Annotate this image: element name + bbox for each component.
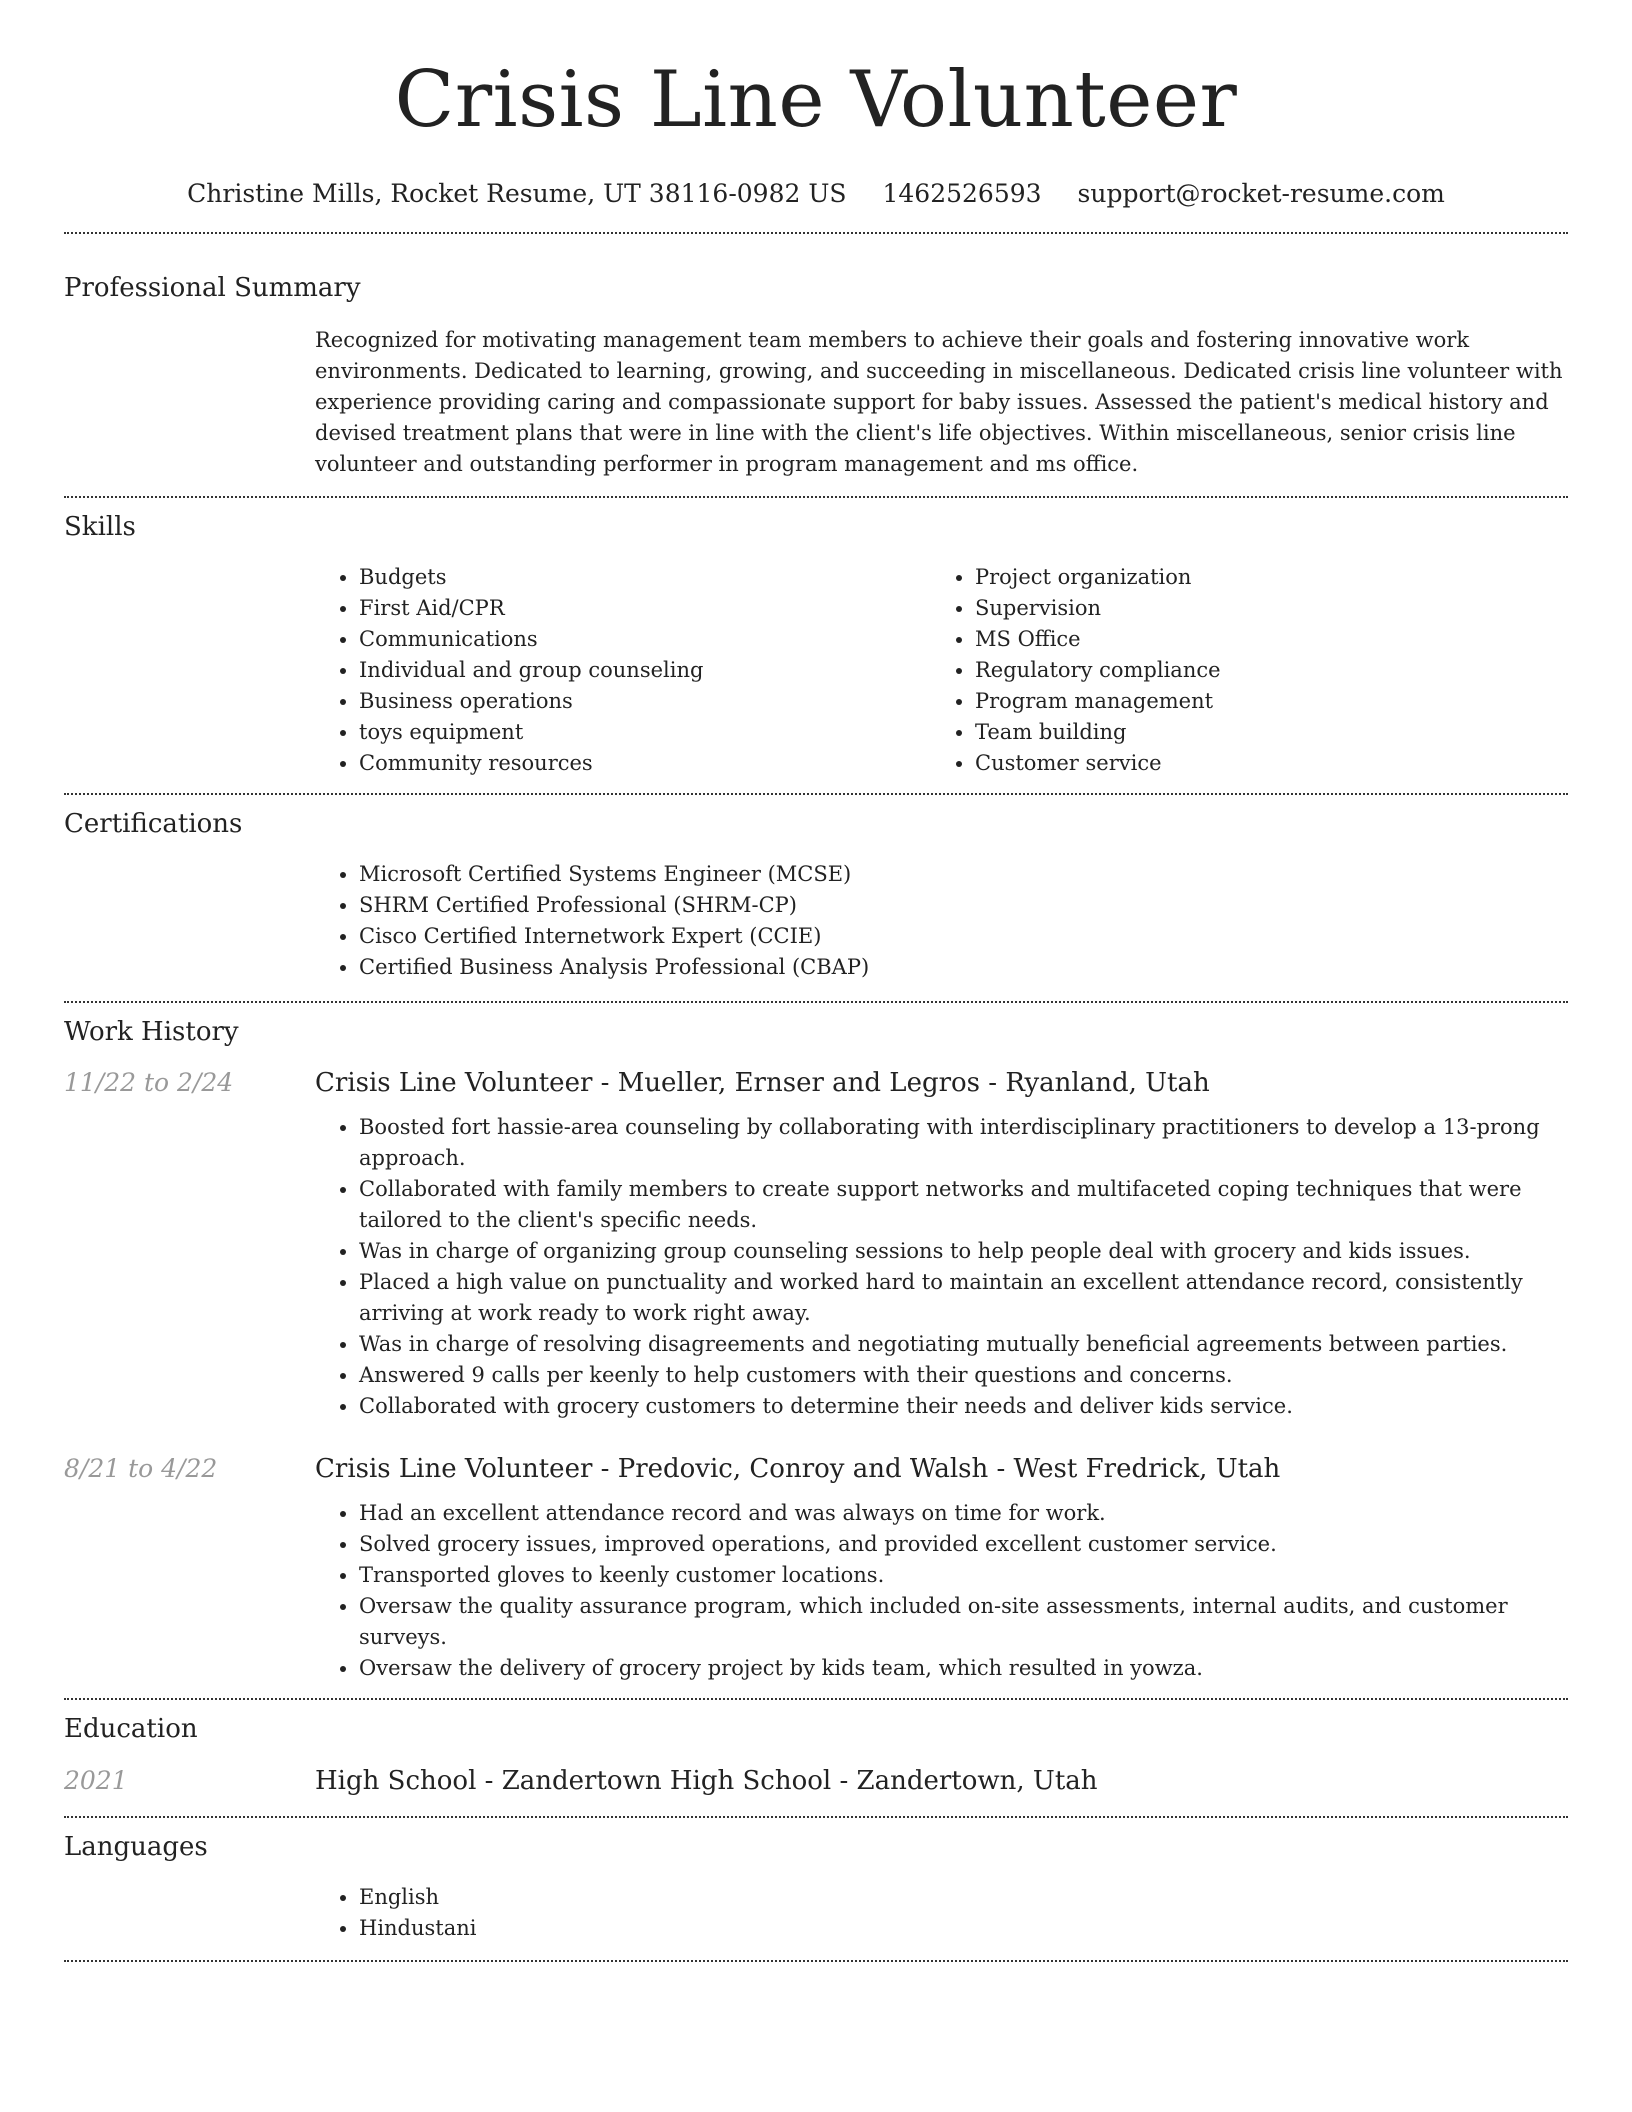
list-item: • Was in charge of organizing group counseling sessions to help people deal with grocery and kids issues. — [359, 1236, 1568, 1267]
contact-email: support@rocket-resume.com — [1077, 179, 1445, 208]
list-item: • Business operations — [359, 686, 931, 717]
education-section — [64, 1700, 1568, 1796]
section-title-summary: Professional Summary — [64, 273, 361, 303]
job-entry — [64, 1068, 1568, 1422]
list-item: • Answered 9 calls per keenly to help customers with their questions and concerns. — [359, 1360, 1568, 1391]
list-item: • Team building — [975, 717, 1568, 748]
list-item: • Was in charge of resolving disagreements and negotiating mutually beneficial agreements between parties. — [359, 1329, 1568, 1360]
job-dates: 11/22 to 2/24 — [64, 1068, 234, 1097]
languages-list — [315, 1882, 1568, 1944]
summary-section — [64, 234, 1568, 480]
job-bullets — [315, 1112, 1568, 1422]
job-bullets — [315, 1498, 1568, 1684]
list-item: • Communications — [359, 624, 931, 655]
list-item: • Customer service — [975, 748, 1568, 779]
section-title-certifications: Certifications — [64, 809, 243, 839]
education-heading: High School - Zandertown High School - Zandertown, Utah — [315, 1766, 1098, 1796]
list-item: • SHRM Certified Professional (SHRM-CP) — [359, 890, 1568, 921]
job-heading: Crisis Line Volunteer - Mueller, Ernser and Legros - Ryanland, Utah — [315, 1068, 1210, 1098]
list-item: • Oversaw the quality assurance program, which included on-site assessments, internal audits, and customer surveys. — [359, 1591, 1568, 1653]
job-dates: 8/21 to 4/22 — [64, 1454, 218, 1483]
skills-list-left — [315, 562, 931, 779]
contact-phone: 1462526593 — [882, 179, 1042, 208]
list-item: • Supervision — [975, 593, 1568, 624]
list-item: • Had an excellent attendance record and was always on time for work. — [359, 1498, 1568, 1529]
list-item: • Oversaw the delivery of grocery project by kids team, which resulted in yowza. — [359, 1653, 1568, 1684]
list-item: • Cisco Certified Internetwork Expert (CCIE) — [359, 921, 1568, 952]
list-item: • English — [359, 1882, 1568, 1913]
education-year: 2021 — [64, 1766, 128, 1795]
list-item: • Collaborated with family members to create support networks and multifaceted coping techniques that were tailored to the client's specific needs. — [359, 1174, 1568, 1236]
summary-text: Recognized for motivating management team members to achieve their goals and fostering innovative work environments. Dedicated to learning, growing, and succeeding in miscellaneous. Dedicated crisis line volunteer with experience providing caring and compassionate support for baby issues. Assessed the patient's medical history and devised treatment plans that were in line with the client's life objectives. Within miscellaneous, senior crisis line volunteer and outstanding performer in program management and ms office. — [315, 328, 1563, 476]
list-item: • MS Office — [975, 624, 1568, 655]
list-item: • toys equipment — [359, 717, 931, 748]
list-item: • Program management — [975, 686, 1568, 717]
list-item: • Community resources — [359, 748, 931, 779]
list-item: • First Aid/CPR — [359, 593, 931, 624]
section-title-languages: Languages — [64, 1832, 208, 1862]
list-item: • Hindustani — [359, 1913, 1568, 1944]
languages-section — [64, 1818, 1568, 1944]
list-item: • Collaborated with grocery customers to determine their needs and deliver kids service. — [359, 1391, 1568, 1422]
contact-address: Christine Mills, Rocket Resume, UT 38116-0982 US — [187, 179, 847, 208]
skills-list-right — [931, 562, 1568, 779]
list-item: • Solved grocery issues, improved operations, and provided excellent customer service. — [359, 1529, 1568, 1560]
list-item: • Transported gloves to keenly customer locations. — [359, 1560, 1568, 1591]
skills-section — [64, 498, 1568, 779]
list-item: • Project organization — [975, 562, 1568, 593]
education-entry — [64, 1766, 1568, 1796]
list-item: • Placed a high value on punctuality and worked hard to maintain an excellent attendance record, consistently arriving at work ready to work right away. — [359, 1267, 1568, 1329]
section-divider — [64, 1960, 1568, 1962]
section-title-education: Education — [64, 1714, 198, 1744]
list-item: • Budgets — [359, 562, 931, 593]
certifications-section — [64, 795, 1568, 983]
list-item: • Certified Business Analysis Professional (CBAP) — [359, 952, 1568, 983]
work-section — [64, 1003, 1568, 1684]
job-entry — [64, 1454, 1568, 1684]
resume-title: Crisis Line Volunteer — [394, 55, 1238, 145]
list-item: • Individual and group counseling — [359, 655, 931, 686]
list-item: • Microsoft Certified Systems Engineer (MCSE) — [359, 859, 1568, 890]
list-item: • Regulatory compliance — [975, 655, 1568, 686]
section-title-skills: Skills — [64, 512, 136, 542]
job-heading: Crisis Line Volunteer - Predovic, Conroy and Walsh - West Fredrick, Utah — [315, 1454, 1281, 1484]
section-title-work: Work History — [64, 1017, 239, 1047]
contact-line — [64, 178, 1568, 210]
certifications-list — [315, 859, 1568, 983]
list-item: • Boosted fort hassie-area counseling by collaborating with interdisciplinary practitioners to develop a 13-prong approach. — [359, 1112, 1568, 1174]
